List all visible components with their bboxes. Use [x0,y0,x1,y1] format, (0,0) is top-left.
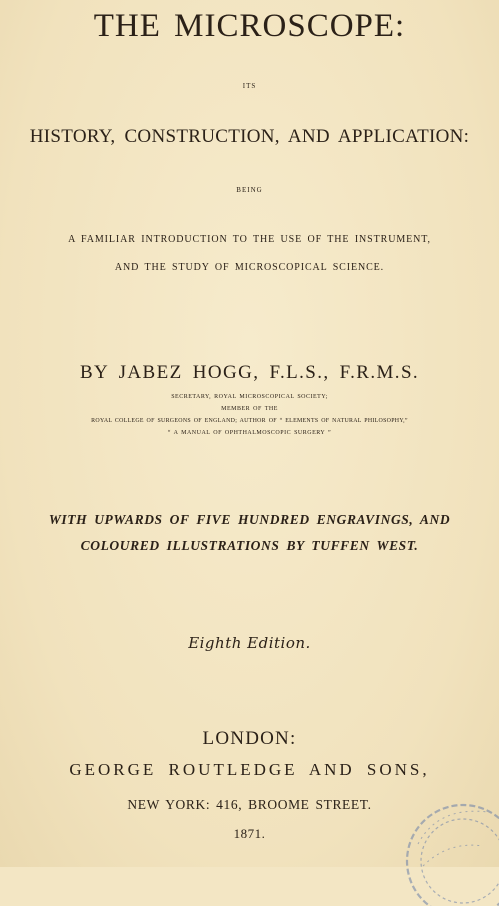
publication-year: 1871. [233,826,266,841]
author-credential: MEMBER OF THE [221,406,278,412]
author-credential: “ A MANUAL OF OPHTHALMOSCOPIC SURGERY ” [167,430,332,436]
edition-label: Eighth Edition. [188,634,311,652]
description-line-1: A FAMILIAR INTRODUCTION TO THE USE OF THE INSTRUMENT, [68,234,431,245]
illustrations-line-1: WITH UPWARDS OF FIVE HUNDRED ENGRAVINGS, AND [48,512,451,527]
its-connector: ITS [242,82,257,90]
book-title: THE MICROSCOPE: [93,8,406,44]
author-credential: SECRETARY, ROYAL MICROSCOPICAL SOCIETY; [171,394,328,400]
publisher-name: GEORGE ROUTLEDGE AND SONS, [69,760,430,779]
publisher-address: NEW YORK: 416, BROOME STREET. [127,797,372,812]
description-line-2: AND THE STUDY OF MICROSCOPICAL SCIENCE. [114,262,385,273]
publication-city: LONDON: [202,728,297,749]
library-stamp-icon [378,786,499,906]
being-connector: BEING [236,186,263,194]
illustrations-line-2: COLOURED ILLUSTRATIONS BY TUFFEN WEST. [80,538,419,553]
author-credential: ROYAL COLLEGE OF SURGEONS OF ENGLAND; AUTHOR OF “ ELEMENTS OF NATURAL PHILOSOPHY,” [91,418,408,424]
author-line: BY JABEZ HOGG, F.L.S., F.R.M.S. [79,362,420,383]
book-subtitle: HISTORY, CONSTRUCTION, AND APPLICATION: [29,126,470,147]
